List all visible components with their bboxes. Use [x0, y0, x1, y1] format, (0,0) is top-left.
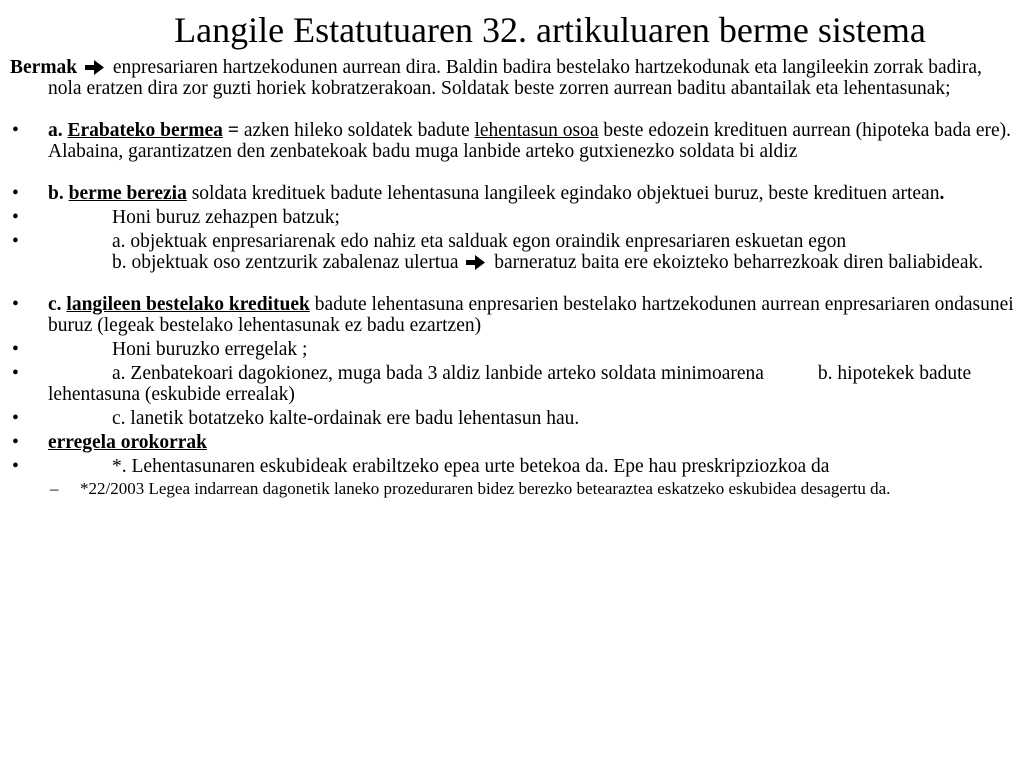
general-rule-1: *. Lehentasunaren eskubideak erabiltzeko epea urte betekoa da. Epe hau preskripziozkoa da — [112, 456, 830, 477]
list-item-c-rule-ab — [10, 363, 1016, 405]
bullet: • — [12, 432, 19, 453]
bullet: • — [12, 207, 19, 228]
item-c-rule-b: b. hipotekek badute lehentasuna (eskubide errealak) — [48, 363, 972, 405]
bullet: • — [12, 120, 19, 141]
intro-text: enpresariaren hartzekodunen aurrean dira. Baldin badira bestelako hartzekodunak eta langileekin zorrak badira, nola eratzen dira zor guzti horiek kobratzerakoan. Soldatak beste zorren aurrean baditu abantailak eta lehentasunak; — [48, 57, 982, 99]
item-c-rule-a: a. Zenbatekoari dagokionez, muga bada 3 aldiz lanbide arteko soldata minimoarena — [112, 363, 764, 384]
bullet: • — [12, 456, 19, 477]
item-b-sub2b: barneratuz baita ere ekoizteko beharrezkoak diren baliabideak. — [494, 252, 984, 273]
item-c-rules: Honi buruzko erregelak ; — [112, 339, 308, 360]
list-item-c-rules — [10, 339, 1016, 360]
slide-title: Langile Estatutuaren 32. artikuluaren berme sistema — [174, 10, 926, 50]
list-item-general-1 — [10, 456, 1016, 477]
list-item-b-objects — [10, 231, 1016, 273]
bullet: • — [12, 339, 19, 360]
bullet: • — [12, 231, 19, 252]
bullet: • — [12, 408, 19, 429]
general-rules-heading: erregela orokorrak — [48, 432, 208, 453]
list-item-a — [10, 120, 1016, 162]
item-b-dot: . — [939, 183, 945, 204]
item-a-label: a. — [48, 120, 63, 141]
item-c-text: badute lehentasuna enpresarien bestelako hartzekodunen aurrean enpresariaren ondasunei buruz (legeak bestelako lehentasunak ez badu ezartzen) — [48, 294, 1014, 336]
list-item-b-detail — [10, 207, 1016, 228]
item-b-text: soldata kredituek badute lehentasuna langileek egindako objektuei buruz, beste kredituen artean — [191, 183, 940, 204]
dash: – — [50, 479, 59, 498]
item-b-label: b. — [48, 183, 64, 204]
bullet: • — [12, 363, 19, 384]
item-a-text2: beste edozein kredituen aurrean (hipoteka bada ere). Alabaina, garantizatzen den zenbatekoak badu muga lanbide arteko gutxienezko soldata bi aldiz — [48, 120, 1012, 162]
item-c-term: langileen bestelako kredituek — [66, 294, 310, 315]
list-item-b — [10, 183, 1016, 204]
item-a-term: Erabateko bermea — [67, 120, 223, 141]
bullet: • — [12, 294, 19, 315]
item-c-rule-c: c. lanetik botatzeko kalte-ordainak ere badu lehentasun hau. — [112, 408, 580, 429]
bullet: • — [12, 183, 19, 204]
slide-content — [10, 57, 1016, 498]
item-a-eq: = — [222, 120, 239, 141]
right-arrow-icon — [85, 59, 105, 76]
list-item-c — [10, 294, 1016, 336]
list-item-c-rule-c — [10, 408, 1016, 429]
intro-lead: Bermak — [10, 57, 78, 78]
intro-paragraph — [10, 57, 1016, 99]
item-c-label: c. — [48, 294, 62, 315]
item-b-term: berme berezia — [68, 183, 187, 204]
item-b-detail: Honi buruz zehazpen batzuk; — [112, 207, 340, 228]
item-a-term2: lehentasun osoa — [474, 120, 599, 141]
list-item-general-rules — [10, 432, 1016, 453]
sub-item-general — [10, 479, 1016, 498]
item-a-text1: azken hileko soldatek badute — [243, 120, 470, 141]
right-arrow-icon — [466, 254, 486, 271]
general-sub-text: *22/2003 Legea indarrean dagonetik laneko prozeduraren bidez berezko betearaztea eskatzeko eskubidea desagertu da. — [80, 479, 891, 498]
item-b-sub2a: b. objektuak oso zentzurik zabalenaz ulertua — [112, 252, 459, 273]
item-b-sub1: a. objektuak enpresariarenak edo nahiz eta salduak egon oraindik enpresariaren eskuetan egon — [112, 231, 847, 252]
